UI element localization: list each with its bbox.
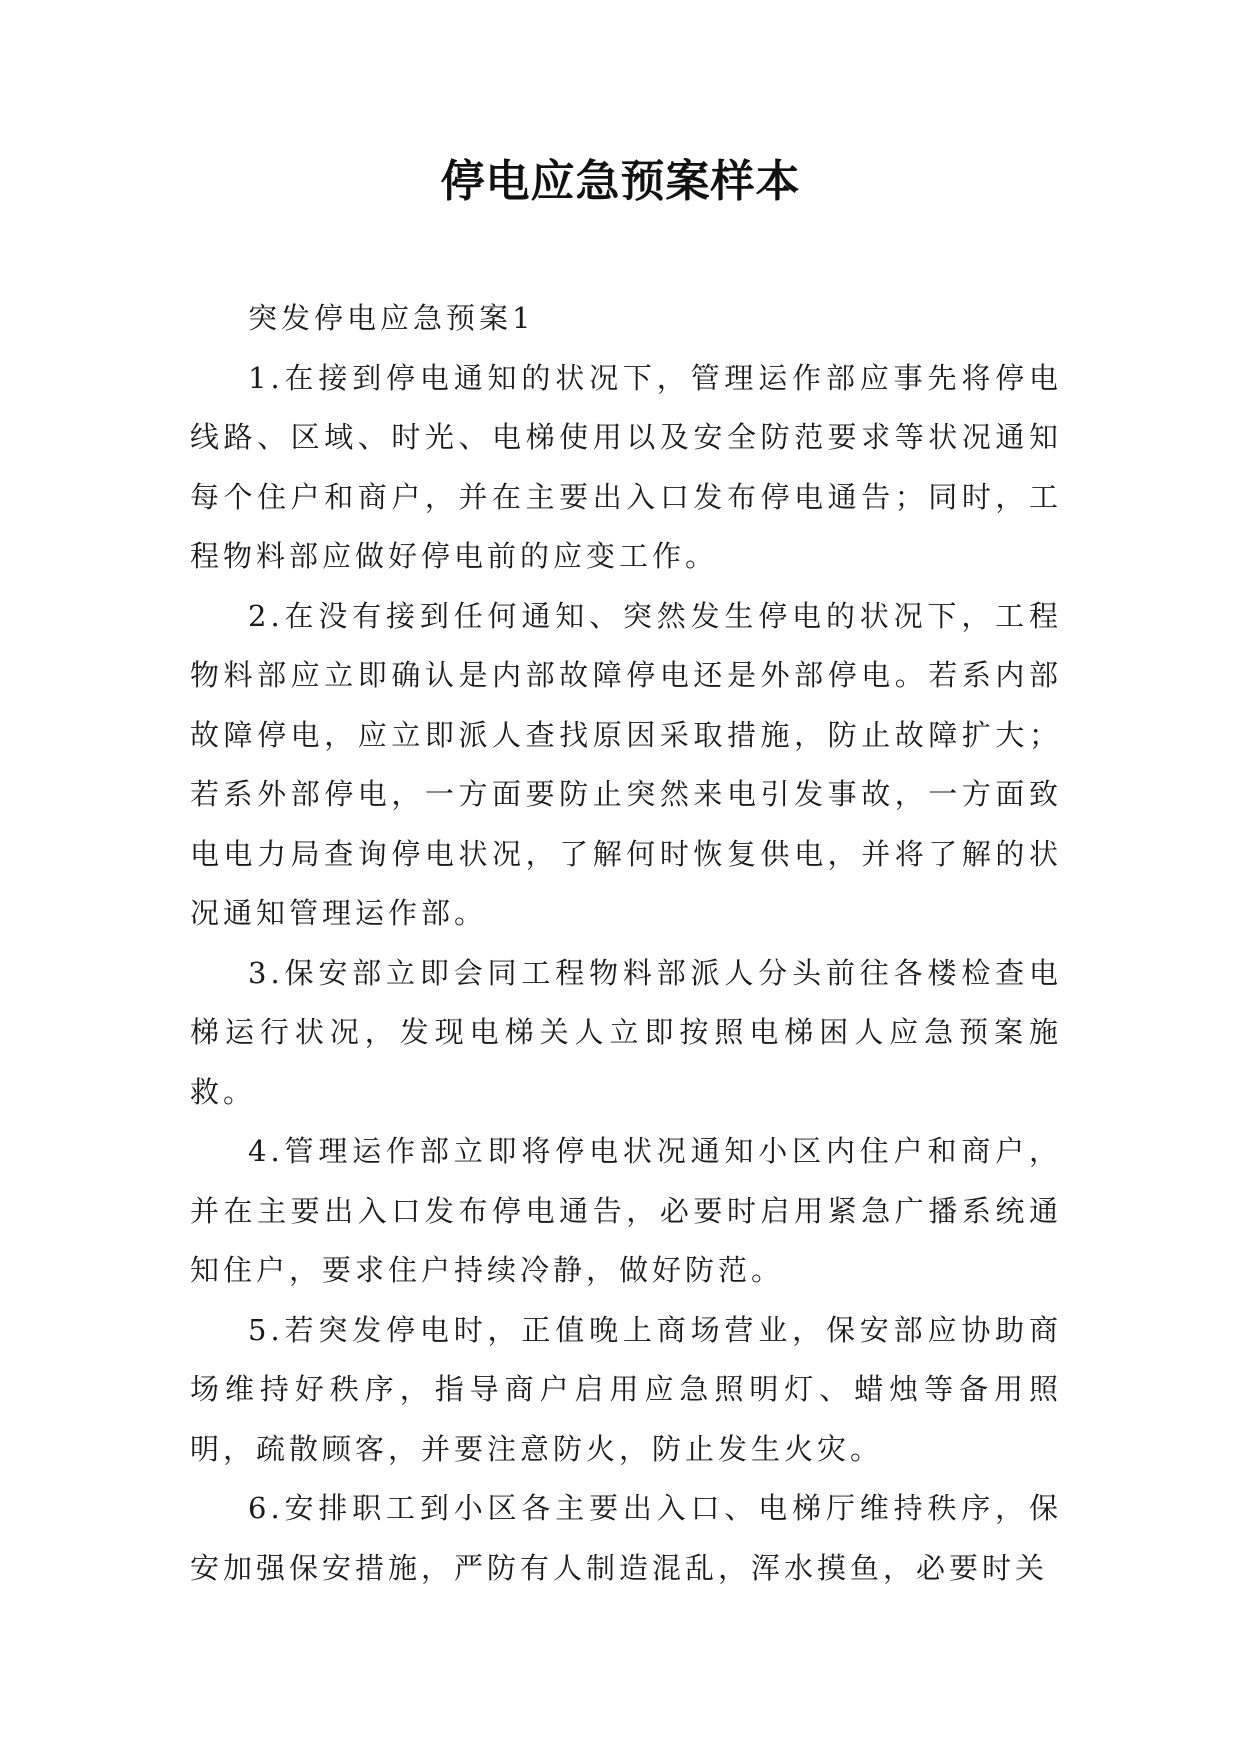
paragraph-2: 2.在没有接到任何通知、突然发生停电的状况下，工程物料部应立即确认是内部故障停电还是外部停电。若系内部故障停电，应立即派人查找原因采取措施，防止故障扩大；若系外部停电，一方面要防止突然来电引发事故，一方面致电电力局查询停电状况，了解何时恢复供电，并将了解的状况通知管理运作部。 — [190, 598, 1062, 930]
paragraph-6: 6.安排职工到小区各主要出入口、电梯厅维持秩序，保安加强保安措施，严防有人制造混乱，浑水摸鱼，必要时关 — [190, 1491, 1062, 1585]
paragraph-3: 3.保安部立即会同工程物料部派人分头前往各楼检查电梯运行状况，发现电梯关人立即按照电梯困人应急预案施救。 — [190, 955, 1062, 1109]
paragraph-1: 1.在接到停电通知的状况下，管理运作部应事先将停电线路、区域、时光、电梯使用以及安全防范要求等状况通知每个住户和商户，并在主要出入口发布停电通告；同时，工程物料部应做好停电前的应变工作。 — [190, 360, 1062, 573]
document-body — [190, 289, 1062, 1598]
document-title: 停电应急预案样本 — [440, 156, 801, 207]
paragraph-4: 4.管理运作部立即将停电状况通知小区内住户和商户，并在主要出入口发布停电通告，必要时启用紧急广播系统通知住户，要求住户持续冷静，做好防范。 — [190, 1134, 1062, 1287]
section-heading: 突发停电应急预案1 — [248, 301, 535, 335]
paragraph-5: 5.若突发停电时，正值晚上商场营业，保安部应协助商场维持好秩序，指导商户启用应急照明灯、蜡烛等备用照明，疏散顾客，并要注意防火，防止发生火灾。 — [190, 1312, 1062, 1466]
